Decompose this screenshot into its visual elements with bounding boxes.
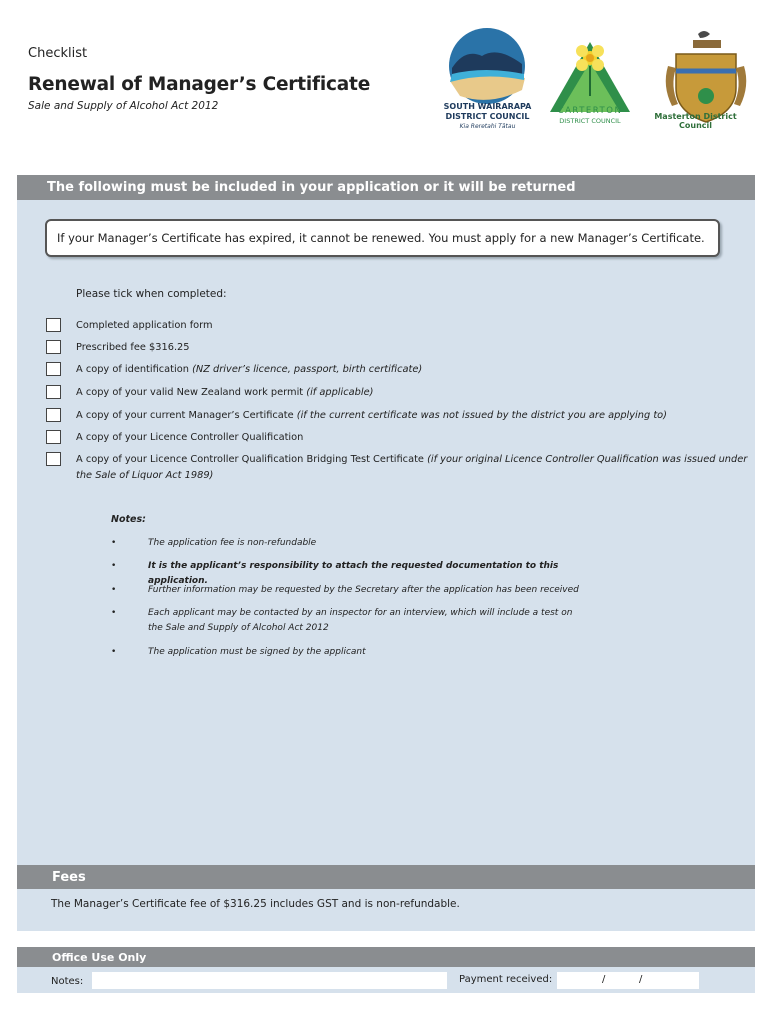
expiry-notice: If your Manager’s Certificate has expired, it cannot be renewed. You must apply for a new Manager’s Certificate. [45, 219, 720, 257]
requirements-bar: The following must be included in your application or it will be returned [17, 175, 755, 200]
cdc-name-line2: DISTRICT COUNCIL [559, 117, 621, 125]
checklist-item-label: A copy of your valid New Zealand work permit [76, 387, 307, 398]
office-notes-field[interactable] [92, 972, 447, 989]
daffodil-icon [545, 34, 635, 114]
page-title: Renewal of Manager’s Certificate [28, 74, 371, 95]
fees-text: The Manager’s Certificate fee of $316.25 includes GST and is non-refundable. [51, 898, 460, 910]
bullet: • [111, 538, 117, 548]
notes-heading: Notes: [111, 514, 146, 525]
mdc-logo [638, 26, 753, 141]
checklist-item-text [76, 362, 751, 378]
cdc-name-line1: CARTERTON [557, 106, 623, 116]
checklist-item-label: A copy of your current Manager’s Certificate [76, 410, 297, 421]
checklist-item-text [76, 385, 751, 401]
checklist-item-note: (NZ driver’s licence, passport, birth certificate) [192, 364, 423, 375]
checkbox[interactable] [46, 385, 61, 399]
note-text: Each applicant may be contacted by an inspector for an interview, which will include a test on the Sale and Supply of Alcohol Act 2012 [148, 608, 573, 633]
swdc-tagline: Kia Reretahi Tātau [459, 123, 516, 130]
checklist-item-text [76, 340, 751, 356]
mdc-name: Masterton District Council [654, 112, 737, 130]
checkbox[interactable] [46, 362, 61, 376]
checkbox[interactable] [46, 408, 61, 422]
bullet: • [111, 647, 117, 657]
date-separator: / [639, 974, 643, 985]
note-text: It is the applicant’s responsibility to attach the requested documentation to this application. [148, 561, 559, 586]
office-use-bar: Office Use Only [17, 947, 755, 967]
payment-date-field[interactable] [557, 972, 699, 989]
checklist-item-label: A copy of your Licence Controller Qualification [76, 432, 304, 443]
checklist-item-label: A copy of your Licence Controller Qualification Bridging Test Certificate [76, 454, 428, 465]
checklist-item-label: A copy of identification [76, 364, 193, 375]
swdc-name-line1: SOUTH WAIRARAPA [443, 102, 532, 111]
note-text: The application must be signed by the applicant [148, 647, 366, 657]
swdc-name-line2: DISTRICT COUNCIL [445, 112, 530, 121]
bullet: • [111, 585, 117, 595]
bullet: • [111, 561, 117, 571]
checkbox[interactable] [46, 340, 61, 354]
bullet: • [111, 608, 117, 618]
checklist-item-text [76, 452, 751, 484]
cdc-logo [545, 34, 635, 139]
checklist-item-text [76, 408, 751, 424]
fees-panel [17, 889, 755, 931]
checkbox[interactable] [46, 318, 61, 332]
note-text: The application fee is non-refundable [148, 538, 317, 548]
checklist-item-label: Completed application form [76, 320, 213, 331]
checklist-item-label: Prescribed fee $316.25 [76, 342, 190, 353]
checkbox[interactable] [46, 452, 61, 466]
checkbox[interactable] [46, 430, 61, 444]
checklist-item-note: (if the current certificate was not issued by the district you are applying to) [296, 410, 667, 421]
landscape-icon [430, 26, 545, 106]
checklist-item-text [76, 318, 751, 334]
fees-bar: Fees [17, 865, 755, 889]
checklist-item-text [76, 430, 751, 446]
office-notes-label: Notes: [51, 976, 84, 987]
checklist-item-note: (if your original Licence Controller Qualification was issued under the Sale of Liquor Act 1989) [76, 454, 748, 481]
page-subtitle: Sale and Supply of Alcohol Act 2012 [28, 100, 219, 112]
swdc-logo [430, 26, 545, 146]
tick-prompt: Please tick when completed: [76, 288, 227, 300]
payment-received-label: Payment received: [459, 974, 553, 985]
note-text: Further information may be requested by the Secretary after the application has been received [148, 585, 579, 595]
council-logos [430, 26, 760, 151]
document-type-label: Checklist [28, 46, 88, 61]
checklist-item-note: (if applicable) [306, 387, 374, 398]
date-separator: / [602, 974, 606, 985]
